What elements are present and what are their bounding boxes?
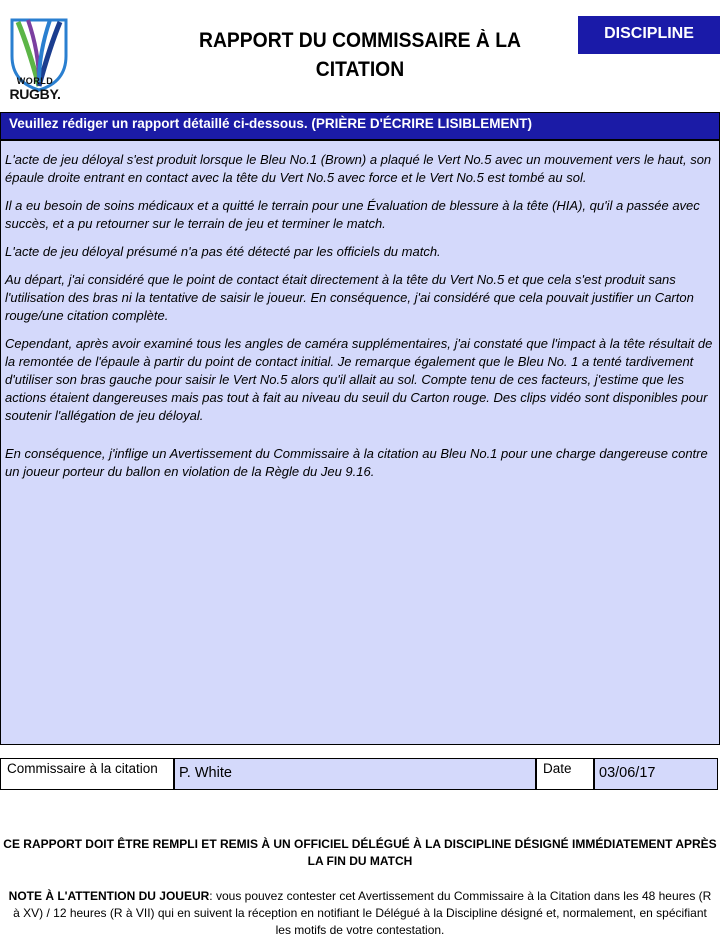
discipline-badge: DISCIPLINE <box>578 16 720 54</box>
instruction-bar: Veuillez rédiger un rapport détaillé ci-dessous. (PRIÈRE D'ÉCRIRE LISIBLEMENT) <box>0 112 720 140</box>
player-note-label: NOTE À L'ATTENTION DU JOUEUR <box>8 889 210 903</box>
commissioner-label: Commissaire à la citation <box>0 758 174 790</box>
submission-notice: CE RAPPORT DOIT ÊTRE REMPLI ET REMIS À UN OFFICIEL DÉLÉGUÉ À LA DISCIPLINE DÉSIGNÉ IMMÉDIATEMENT APRÈS LA FIN DU MATCH <box>3 837 717 868</box>
report-paragraph-6: En conséquence, j'inflige un Avertissement du Commissaire à la citation au Bleu No.1 pour une charge dangereuse contre un joueur porteur du ballon en violation de la Règle du Jeu 9.16. <box>5 446 708 479</box>
page-title <box>185 26 535 84</box>
page-title-line-1: RAPPORT DU COMMISSAIRE À LA <box>198 29 521 52</box>
date-label: Date <box>536 758 594 790</box>
report-paragraph-3: L'acte de jeu déloyal présumé n'a pas été détecté par les officiels du match. <box>5 244 441 259</box>
page-title-line-2: CITATION <box>315 58 405 81</box>
commissioner-field[interactable]: P. White <box>174 758 536 790</box>
player-note-text: : vous pouvez contester cet Avertissement du Commissaire à la Citation dans les 48 heures (R à XV) / 12 heures (R à VII) qui en suivent la réception en notifiant le Délégué à la Discipline désigné et, normalement, en spécifiant les motifs de votre contestation. <box>13 889 712 937</box>
report-paragraph-1: L'acte de jeu déloyal s'est produit lorsque le Bleu No.1 (Brown) a plaqué le Vert No.5 avec un mouvement vers le haut, son épaule droite entrant en contact avec la tête du Vert No.5 avec force et le Vert No.5 est tombé au sol. <box>5 152 712 185</box>
logo-world-text: WORLD <box>16 76 54 86</box>
date-field[interactable]: 03/06/17 <box>594 758 718 790</box>
report-textarea[interactable] <box>0 140 720 745</box>
report-paragraph-2: Il a eu besoin de soins médicaux et a quitté le terrain pour une Évaluation de blessure à la tête (HIA), qu'il a passée avec succès, et a pu retourner sur le terrain de jeu et terminer le match. <box>5 198 700 231</box>
player-note <box>8 888 712 939</box>
report-paragraph-5: Cependant, après avoir examiné tous les angles de caméra supplémentaires, j'ai constaté que l'impact à la tête résultait de la remontée de l'épaule à partir du point de contact initial. Je remarque également que le Bleu No. 1 a tenté tardivement d'utiliser son bras gauche pour saisir le Vert No.5 alors qu'il allait au sol. Compte tenu de ces facteurs, j'estime que les actions étaient dangereuses mais pas tout à fait au niveau du seuil du Carton rouge. Des clips vidéo sont disponibles pour soutenir l'allégation de jeu déloyal. <box>5 336 713 423</box>
report-paragraph-4: Au départ, j'ai considéré que le point de contact était directement à la tête du Vert No.5 et que cela s'est produit sans l'utilisation des bras ni la tentative de saisir le joueur. En conséquence, j'ai considéré que cela pouvait justifier un Carton rouge/une citation complète. <box>5 272 694 323</box>
signature-row <box>0 758 720 790</box>
logo-rugby-text: RUGBY. <box>9 86 61 102</box>
